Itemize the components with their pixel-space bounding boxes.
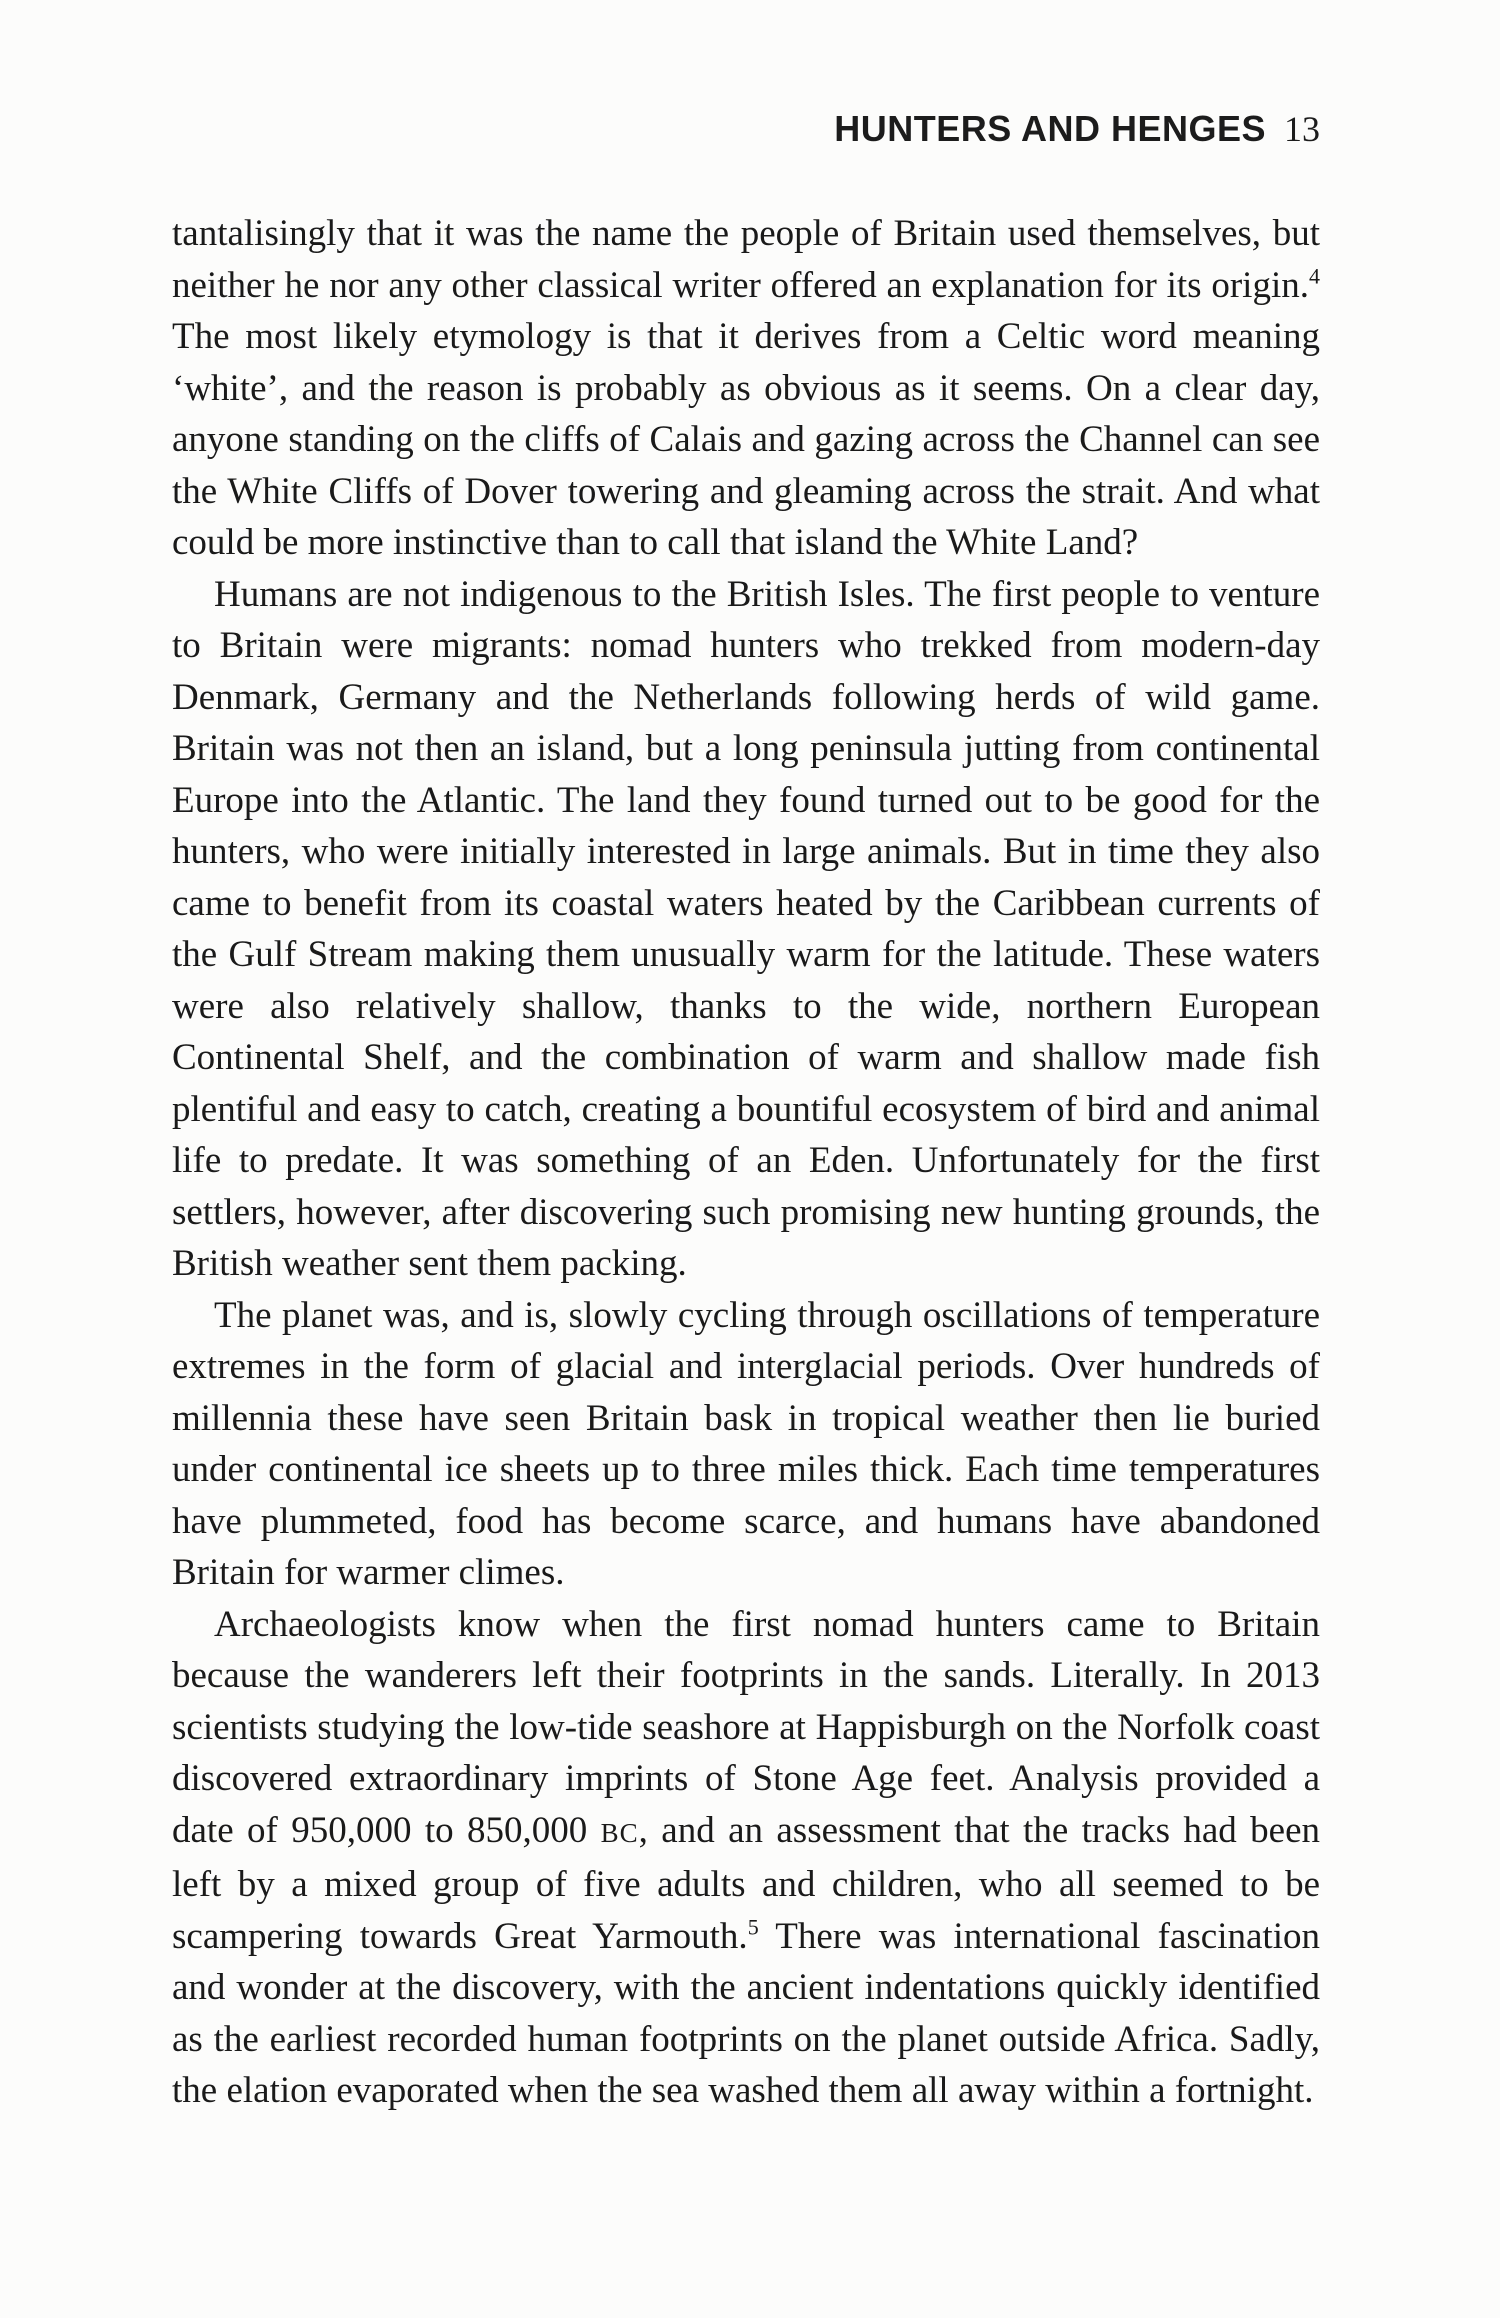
footnote-ref-5[interactable]: 5 bbox=[747, 1914, 759, 1940]
paragraph-1 bbox=[172, 208, 1320, 569]
running-title: HUNTERS AND HENGES bbox=[834, 108, 1266, 149]
page-number: 13 bbox=[1284, 109, 1320, 149]
footnote-ref-4[interactable]: 4 bbox=[1309, 263, 1320, 289]
paragraph-1-text: tantalisingly that it was the name the people of Britain used themselves, but neither he nor any other classical writer offered an explanation for its origin. bbox=[172, 213, 1320, 306]
paragraph-3 bbox=[172, 1290, 1320, 1599]
paragraph-4-text-cont: , and an assessment that the tracks had been left by a mixed group of five adults and children, who all seemed to be scampering towards Great Yarmouth. bbox=[172, 1809, 1320, 1957]
paragraph-4-text: Archaeologists know when the first nomad hunters came to Britain because the wanderers left their footprints in the sands. Literally. In 2013 scientists studying the low-tide seashore at Happisburgh on the Norfolk coast discovered extraordinary imprints of Stone Age feet. Analysis provided a date of 950,000 to 850,000 bbox=[172, 1603, 1320, 1851]
body-text bbox=[172, 208, 1320, 2117]
era-abbreviation: BC bbox=[600, 1817, 639, 1848]
paragraph-4-text-end: There was international fascination and wonder at the discovery, with the ancient indentations quickly identified as the earliest recorded human footprints on the planet outside Africa. Sadly, the elation evaporated when the sea washed them all away within a fortnight. bbox=[172, 1915, 1320, 2111]
paragraph-3-text: The planet was, and is, slowly cycling through oscillations of temperature extremes in the form of glacial and interglacial periods. Over hundreds of millennia these have seen Britain bask in tropical weather then lie buried under continental ice sheets up to three miles thick. Each time temperatures have plummeted, food has become scarce, and humans have abandoned Britain for warmer climes. bbox=[172, 1294, 1320, 1593]
paragraph-2-text: Humans are not indigenous to the British Isles. The first people to venture to Britain were migrants: nomad hunters who trekked from modern-day Denmark, Germany and the Netherlands following herds of wild game. Britain was not then an island, but a long peninsula jutting from continental Europe into the Atlantic. The land they found turned out to be good for the hunters, who were initially interested in large animals. But in time they also came to benefit from its coastal waters heated by the Caribbean currents of the Gulf Stream making them unusually warm for the latitude. These waters were also relatively shallow, thanks to the wide, northern European Continental Shelf, and the combination of warm and shallow made fish plentiful and easy to catch, creating a bountiful ecosystem of bird and animal life to predate. It was something of an Eden. Unfortunately for the first settlers, however, after discovering such promising new hunting grounds, the British weather sent them packing. bbox=[172, 573, 1320, 1284]
paragraph-4 bbox=[172, 1599, 1320, 2117]
paragraph-1-text-cont: The most likely etymology is that it derives from a Celtic word meaning ‘white’, and the reason is probably as obvious as it seems. On a clear day, anyone standing on the cliffs of Calais and gazing across the Channel can see the White Cliffs of Dover towering and gleaming across the strait. And what could be more instinctive than to call that island the White Land? bbox=[172, 316, 1320, 563]
running-header bbox=[172, 108, 1320, 150]
paragraph-2 bbox=[172, 569, 1320, 1290]
